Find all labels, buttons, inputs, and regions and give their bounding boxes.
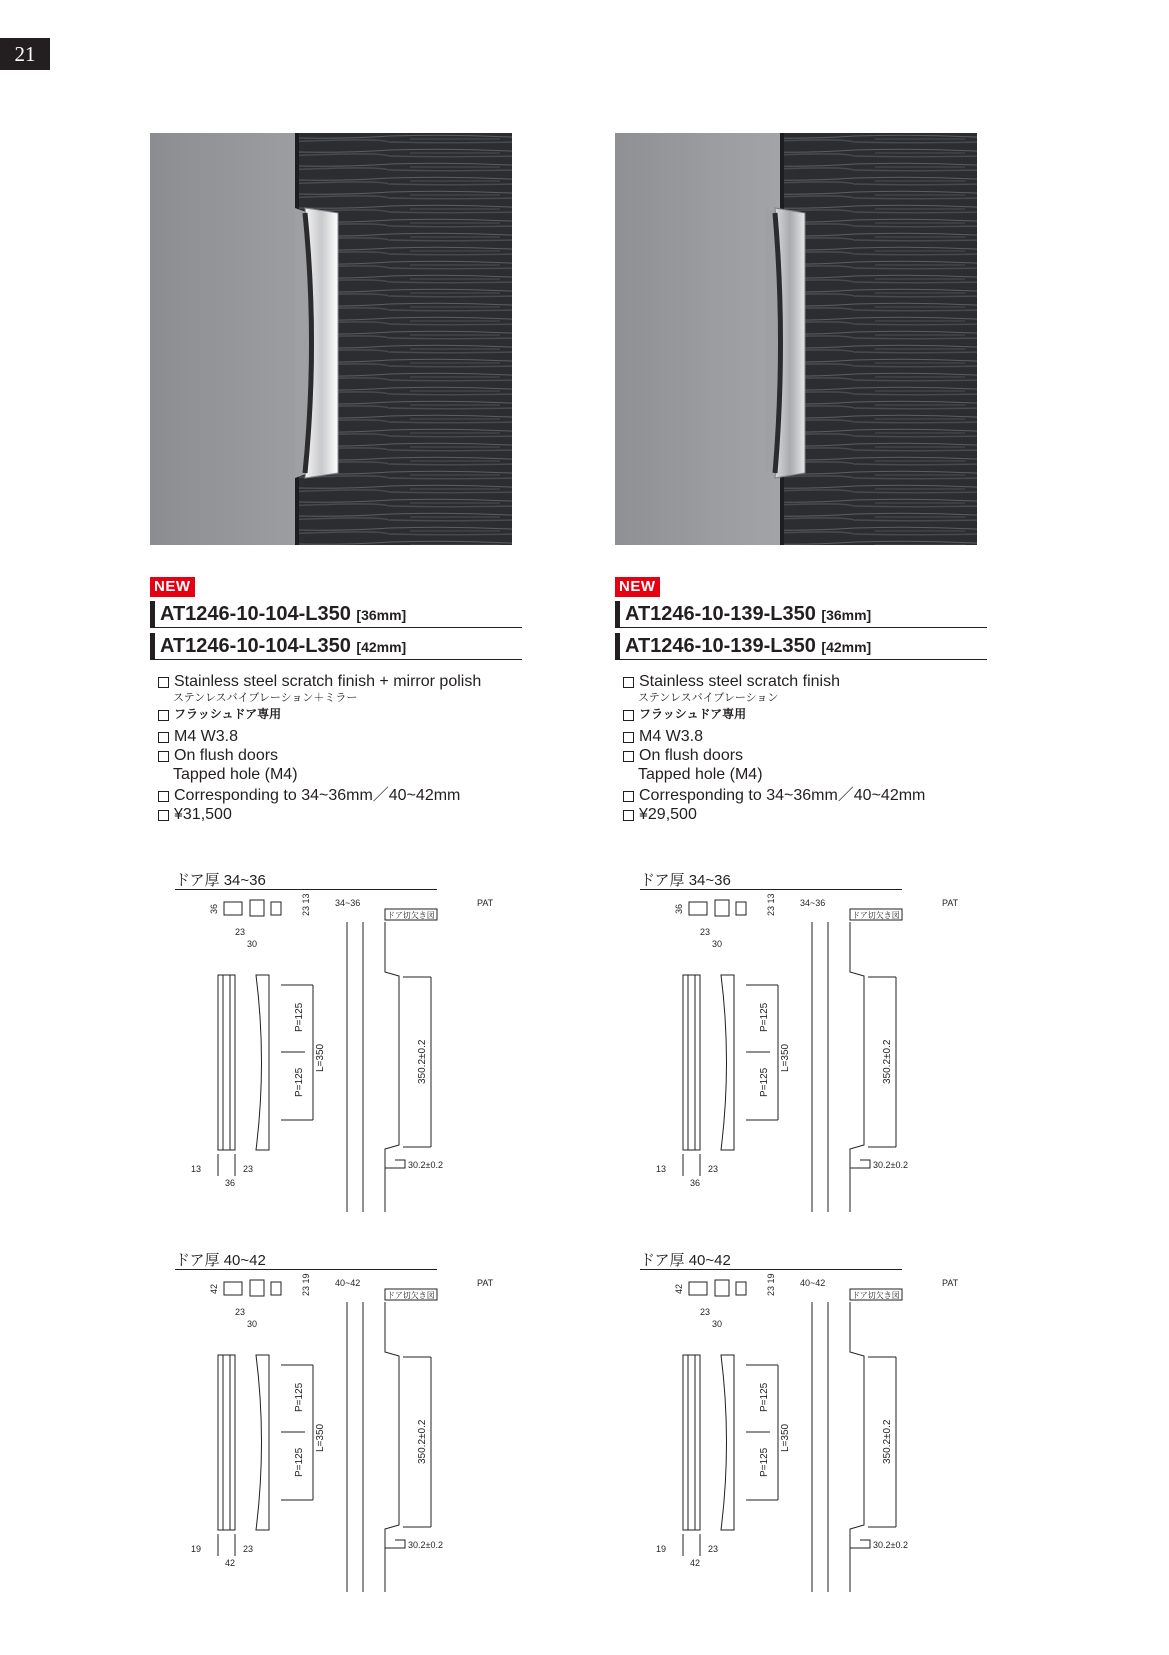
spec-tapped: Tapped hole (M4)	[173, 766, 298, 783]
pat-label: PAT	[942, 1278, 959, 1288]
dim-bottom-right: 23	[243, 1164, 254, 1174]
spec-price: ¥31,500	[158, 805, 538, 824]
dim-thickness: 36	[674, 903, 684, 914]
dim-top: 23 13	[301, 893, 311, 916]
spec-screw: M4 W3.8	[623, 727, 1003, 746]
cutout-label: ドア切欠き図	[852, 911, 900, 920]
product-photo	[150, 133, 512, 545]
dim-top: 23 13	[766, 893, 776, 916]
model-size: [42mm]	[356, 639, 407, 655]
spec-door-type: フラッシュドア専用	[158, 705, 538, 724]
spec-finish-jp: ステンレスバイブレーション＋ミラー	[173, 692, 358, 704]
dim-bottom-right: 23	[243, 1544, 254, 1554]
spec-list	[623, 672, 1003, 824]
checkbox-icon	[158, 751, 169, 762]
dim-range: 34~36	[800, 898, 826, 908]
technical-drawing	[175, 872, 495, 1222]
dim-thickness: 42	[209, 1283, 219, 1294]
drawing-title: ドア厚 40~42	[175, 1252, 437, 1270]
spec-finish: Stainless steel scratch finish + mirror polish	[158, 672, 538, 691]
pitch-label: P=125	[759, 1002, 770, 1032]
checkbox-icon	[623, 791, 634, 802]
pitch-label: P=125	[759, 1447, 770, 1477]
dim-bottom-total: 42	[225, 1558, 236, 1568]
cut-length: 350.2±0.2	[882, 1039, 893, 1084]
checkbox-icon	[623, 810, 634, 821]
model-number-36	[150, 601, 522, 628]
new-badge: NEW	[150, 577, 195, 597]
dim-bottom-right: 23	[708, 1164, 719, 1174]
checkbox-icon	[623, 751, 634, 762]
cutout-label: ドア切欠き図	[387, 1291, 435, 1300]
model-code: AT1246-10-104-L350	[160, 635, 351, 657]
spec-finish: Stainless steel scratch finish	[623, 672, 1003, 691]
checkbox-icon	[623, 677, 634, 688]
dim-thickness: 42	[674, 1283, 684, 1294]
checkbox-icon	[158, 732, 169, 743]
cut-depth: 30.2±0.2	[873, 1160, 908, 1170]
spec-corresponding: Corresponding to 34~36mm／40~42mm	[158, 786, 538, 805]
dim-bottom-total: 36	[225, 1178, 236, 1188]
pat-label: PAT	[477, 898, 494, 908]
dim-bottom-left: 19	[191, 1544, 202, 1554]
dim-thickness: 36	[209, 903, 219, 914]
spec-screw: M4 W3.8	[158, 727, 538, 746]
model-number-36	[615, 601, 987, 628]
model-size: [42mm]	[821, 639, 872, 655]
cutout-label: ドア切欠き図	[387, 911, 435, 920]
spec-price: ¥29,500	[623, 805, 1003, 824]
dim-bottom-left: 19	[656, 1544, 667, 1554]
technical-drawing	[640, 872, 960, 1222]
checkbox-icon	[623, 732, 634, 743]
cut-depth: 30.2±0.2	[408, 1540, 443, 1550]
pitch-label: P=125	[294, 1067, 305, 1097]
dim-bottom-left: 13	[191, 1164, 202, 1174]
dim-23: 23	[235, 927, 246, 937]
pitch-label: P=125	[294, 1002, 305, 1032]
drawing-title: ドア厚 34~36	[640, 872, 902, 890]
spec-finish-jp: ステンレスバイブレーション	[638, 692, 779, 704]
technical-drawing	[175, 1252, 495, 1602]
spec-mount: On flush doors	[158, 746, 538, 765]
cut-depth: 30.2±0.2	[873, 1540, 908, 1550]
checkbox-icon	[158, 677, 169, 688]
dim-range: 40~42	[800, 1278, 826, 1288]
new-badge: NEW	[615, 577, 660, 597]
dim-23: 23	[235, 1307, 246, 1317]
dim-bottom-left: 13	[656, 1164, 667, 1174]
pat-label: PAT	[477, 1278, 494, 1288]
technical-drawing	[640, 1252, 960, 1602]
dim-bottom-total: 36	[690, 1178, 701, 1188]
dim-range: 40~42	[335, 1278, 361, 1288]
cutout-label: ドア切欠き図	[852, 1291, 900, 1300]
drawing-title: ドア厚 34~36	[175, 872, 437, 890]
dim-top: 23 19	[766, 1273, 776, 1296]
drawing-title: ドア厚 40~42	[640, 1252, 902, 1270]
model-code: AT1246-10-104-L350	[160, 603, 351, 625]
checkbox-icon	[158, 791, 169, 802]
product-column-2	[615, 0, 1015, 1655]
model-size: [36mm]	[821, 607, 872, 623]
model-number-42	[615, 633, 987, 660]
dim-30: 30	[247, 1319, 258, 1329]
dim-30: 30	[247, 939, 258, 949]
model-number-42	[150, 633, 522, 660]
dim-23: 23	[700, 1307, 711, 1317]
dim-range: 34~36	[335, 898, 361, 908]
spec-mount: On flush doors	[623, 746, 1003, 765]
length-label: L=350	[315, 1043, 326, 1072]
length-label: L=350	[780, 1043, 791, 1072]
product-column-1	[150, 0, 550, 1655]
cut-length: 350.2±0.2	[882, 1419, 893, 1464]
spec-tapped: Tapped hole (M4)	[638, 766, 763, 783]
model-size: [36mm]	[356, 607, 407, 623]
checkbox-icon	[158, 710, 169, 721]
cut-length: 350.2±0.2	[417, 1419, 428, 1464]
length-label: L=350	[315, 1423, 326, 1452]
dim-bottom-total: 42	[690, 1558, 701, 1568]
dim-30: 30	[712, 939, 723, 949]
spec-door-type: フラッシュドア専用	[623, 705, 1003, 724]
page-number: 21	[0, 38, 50, 70]
dim-top: 23 19	[301, 1273, 311, 1296]
model-code: AT1246-10-139-L350	[625, 603, 816, 625]
model-code: AT1246-10-139-L350	[625, 635, 816, 657]
pitch-label: P=125	[294, 1447, 305, 1477]
spec-list	[158, 672, 538, 824]
dim-30: 30	[712, 1319, 723, 1329]
pitch-label: P=125	[294, 1382, 305, 1412]
pitch-label: P=125	[759, 1382, 770, 1412]
product-photo	[615, 133, 977, 545]
dim-bottom-right: 23	[708, 1544, 719, 1554]
length-label: L=350	[780, 1423, 791, 1452]
dim-23: 23	[700, 927, 711, 937]
spec-corresponding: Corresponding to 34~36mm／40~42mm	[623, 786, 1003, 805]
cut-depth: 30.2±0.2	[408, 1160, 443, 1170]
checkbox-icon	[158, 810, 169, 821]
pitch-label: P=125	[759, 1067, 770, 1097]
pat-label: PAT	[942, 898, 959, 908]
cut-length: 350.2±0.2	[417, 1039, 428, 1084]
checkbox-icon	[623, 710, 634, 721]
